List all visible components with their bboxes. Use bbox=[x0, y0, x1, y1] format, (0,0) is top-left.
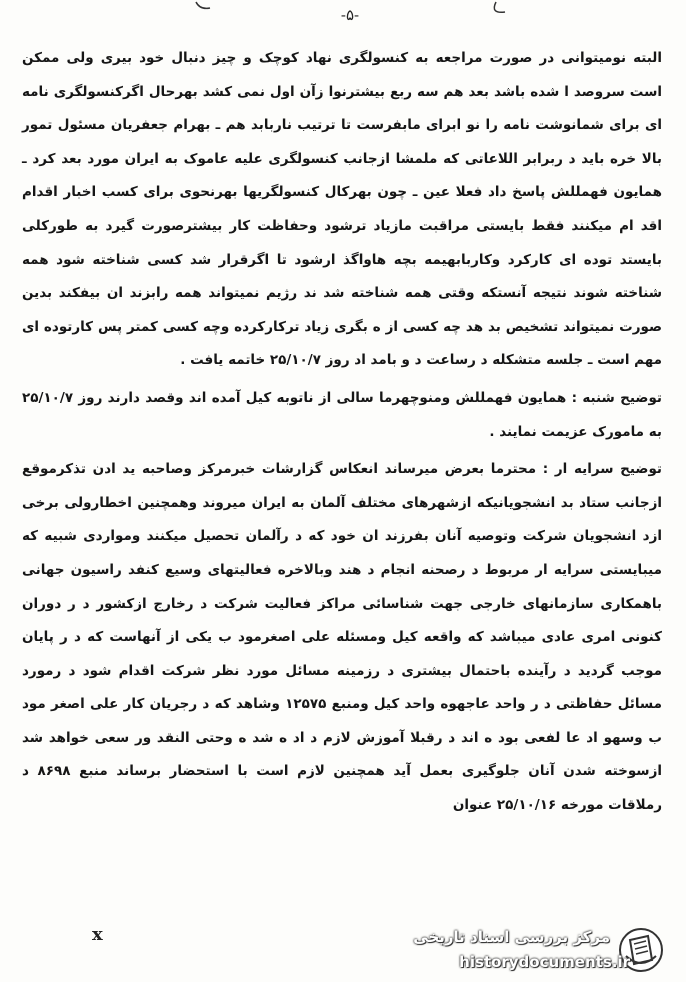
paragraph-note-explanation: توضیح سرایه ار : محترما بعرض میرساند انعکاس گزارشات خبرمرکز وصاحبه ید ادن تذکرموقع ازجانب ستاد بد انشجویانیکه ازشهرهای مختلف آلمان به ایران میروند وهمچنین اخطارولی برخی ازد انشجویان شرکت وتوصیه آنان بفرزند ان خود که د رآلمان تحصیل میکنند ومواردی شبیه که میبایستی سرایه ار مربوط د رصحنه انجام د هند وبالاخره فعالیتهای وسیع کنفد راسیون جهانی باهمکاری سازمانهای خارجی جهت شناسائی مراکز فعالیت شرکت د رخارج ازکشور د ر دوران کنونی امری عادی میباشد که واقعه کیل ومسئله علی اصغرمود ب یکی از آنهاست که د ر پایان موجب گردید د رآینده باحتمال بیشتری د رزمینه مسائل مورد نظر شرکت اقدام شود د رمورد مسائل حفاظتی د ر واحد عاجهوه واحد کیل ومنبع ۱۲۵۷۵ وشاهد که د رجریان کار علی اصغر مود ب وسهو اد عا لفعی بود ه اند د رقبلا آموزش لازم د اد ه شد ه وحتی النقد ور سعی خواهد شد ازسوخته شدن آنان جلوگیری بعمل آید همچنین لازم است با استحضار برساند منبع ۸۶۹۸ د رملاقات مورخه ۲۵/۱۰/۱۶ عنوان bbox=[22, 461, 663, 814]
end-mark: x bbox=[92, 924, 103, 945]
page-number: -۵- bbox=[340, 6, 360, 24]
watermark bbox=[366, 922, 666, 978]
watermark-url: historydocuments.ir bbox=[459, 953, 630, 971]
watermark-title: مرکز بررسی اسناد تاریخی bbox=[413, 928, 610, 946]
paragraph-main: البته نومیتوانی در صورت مراجعه به کنسولگری نهاد کوچک و چیز دنبال خود بیری ولی ممکن است سروصد ا شده باشد بعد هم سه ربع بیشترنوا زآن اول نمی کشد بهرحال اگرکنسولگری نامه ای برای شمانوشت نامه را نو ابرای مابفرست تا ترتیب ناربابد هم ـ بهرام جعفریان مسئول تمور بالا خره باید د ربرابر اللاعاتی که ملمشا ازجانب کنسولگری علیه عاموک به ایران مورد بعد کرد ـ همایون فهمللش پاسخ داد فعلا عین ـ چون بهرکال کنسولگریها بهرنحوی برای کسب اخبار اقدام اقد ام میکنند فقط بایستی مراقبت مازیاد ترشود وحفاظت کار بیشترصورت گیرد به طورکلی بایستد توده ای کارکرد وکاربابهیمه بچه هاواگذ ارشود تا اگرقرار شد کسی شناخته شود همه شناخته شوند نتیجه آنستکه وقتی همه شناخته شد ند رژیم نمیتواند همه رابزند ان بیفکند بدین صورت نمیتواند تشخیص بد هد چه کسی از ه بگری زیاد ترکارکرده وچه کسی کمتر پس کارتوده ای مهم است ـ جلسه متشکله د رساعت د و بامد اد روز ۲۵/۱۰/۷ خاتمه یافت . bbox=[22, 50, 662, 369]
document-body bbox=[22, 42, 662, 823]
paragraph-note-saturday: توضیح شنبه : همایون فهمللش ومنوچهرما سالی از ناتوبه کیل آمده اند وقصد دارند روز ۲۵/۱۰/۷ به مامورک عزیمت نمایند . bbox=[22, 389, 662, 440]
